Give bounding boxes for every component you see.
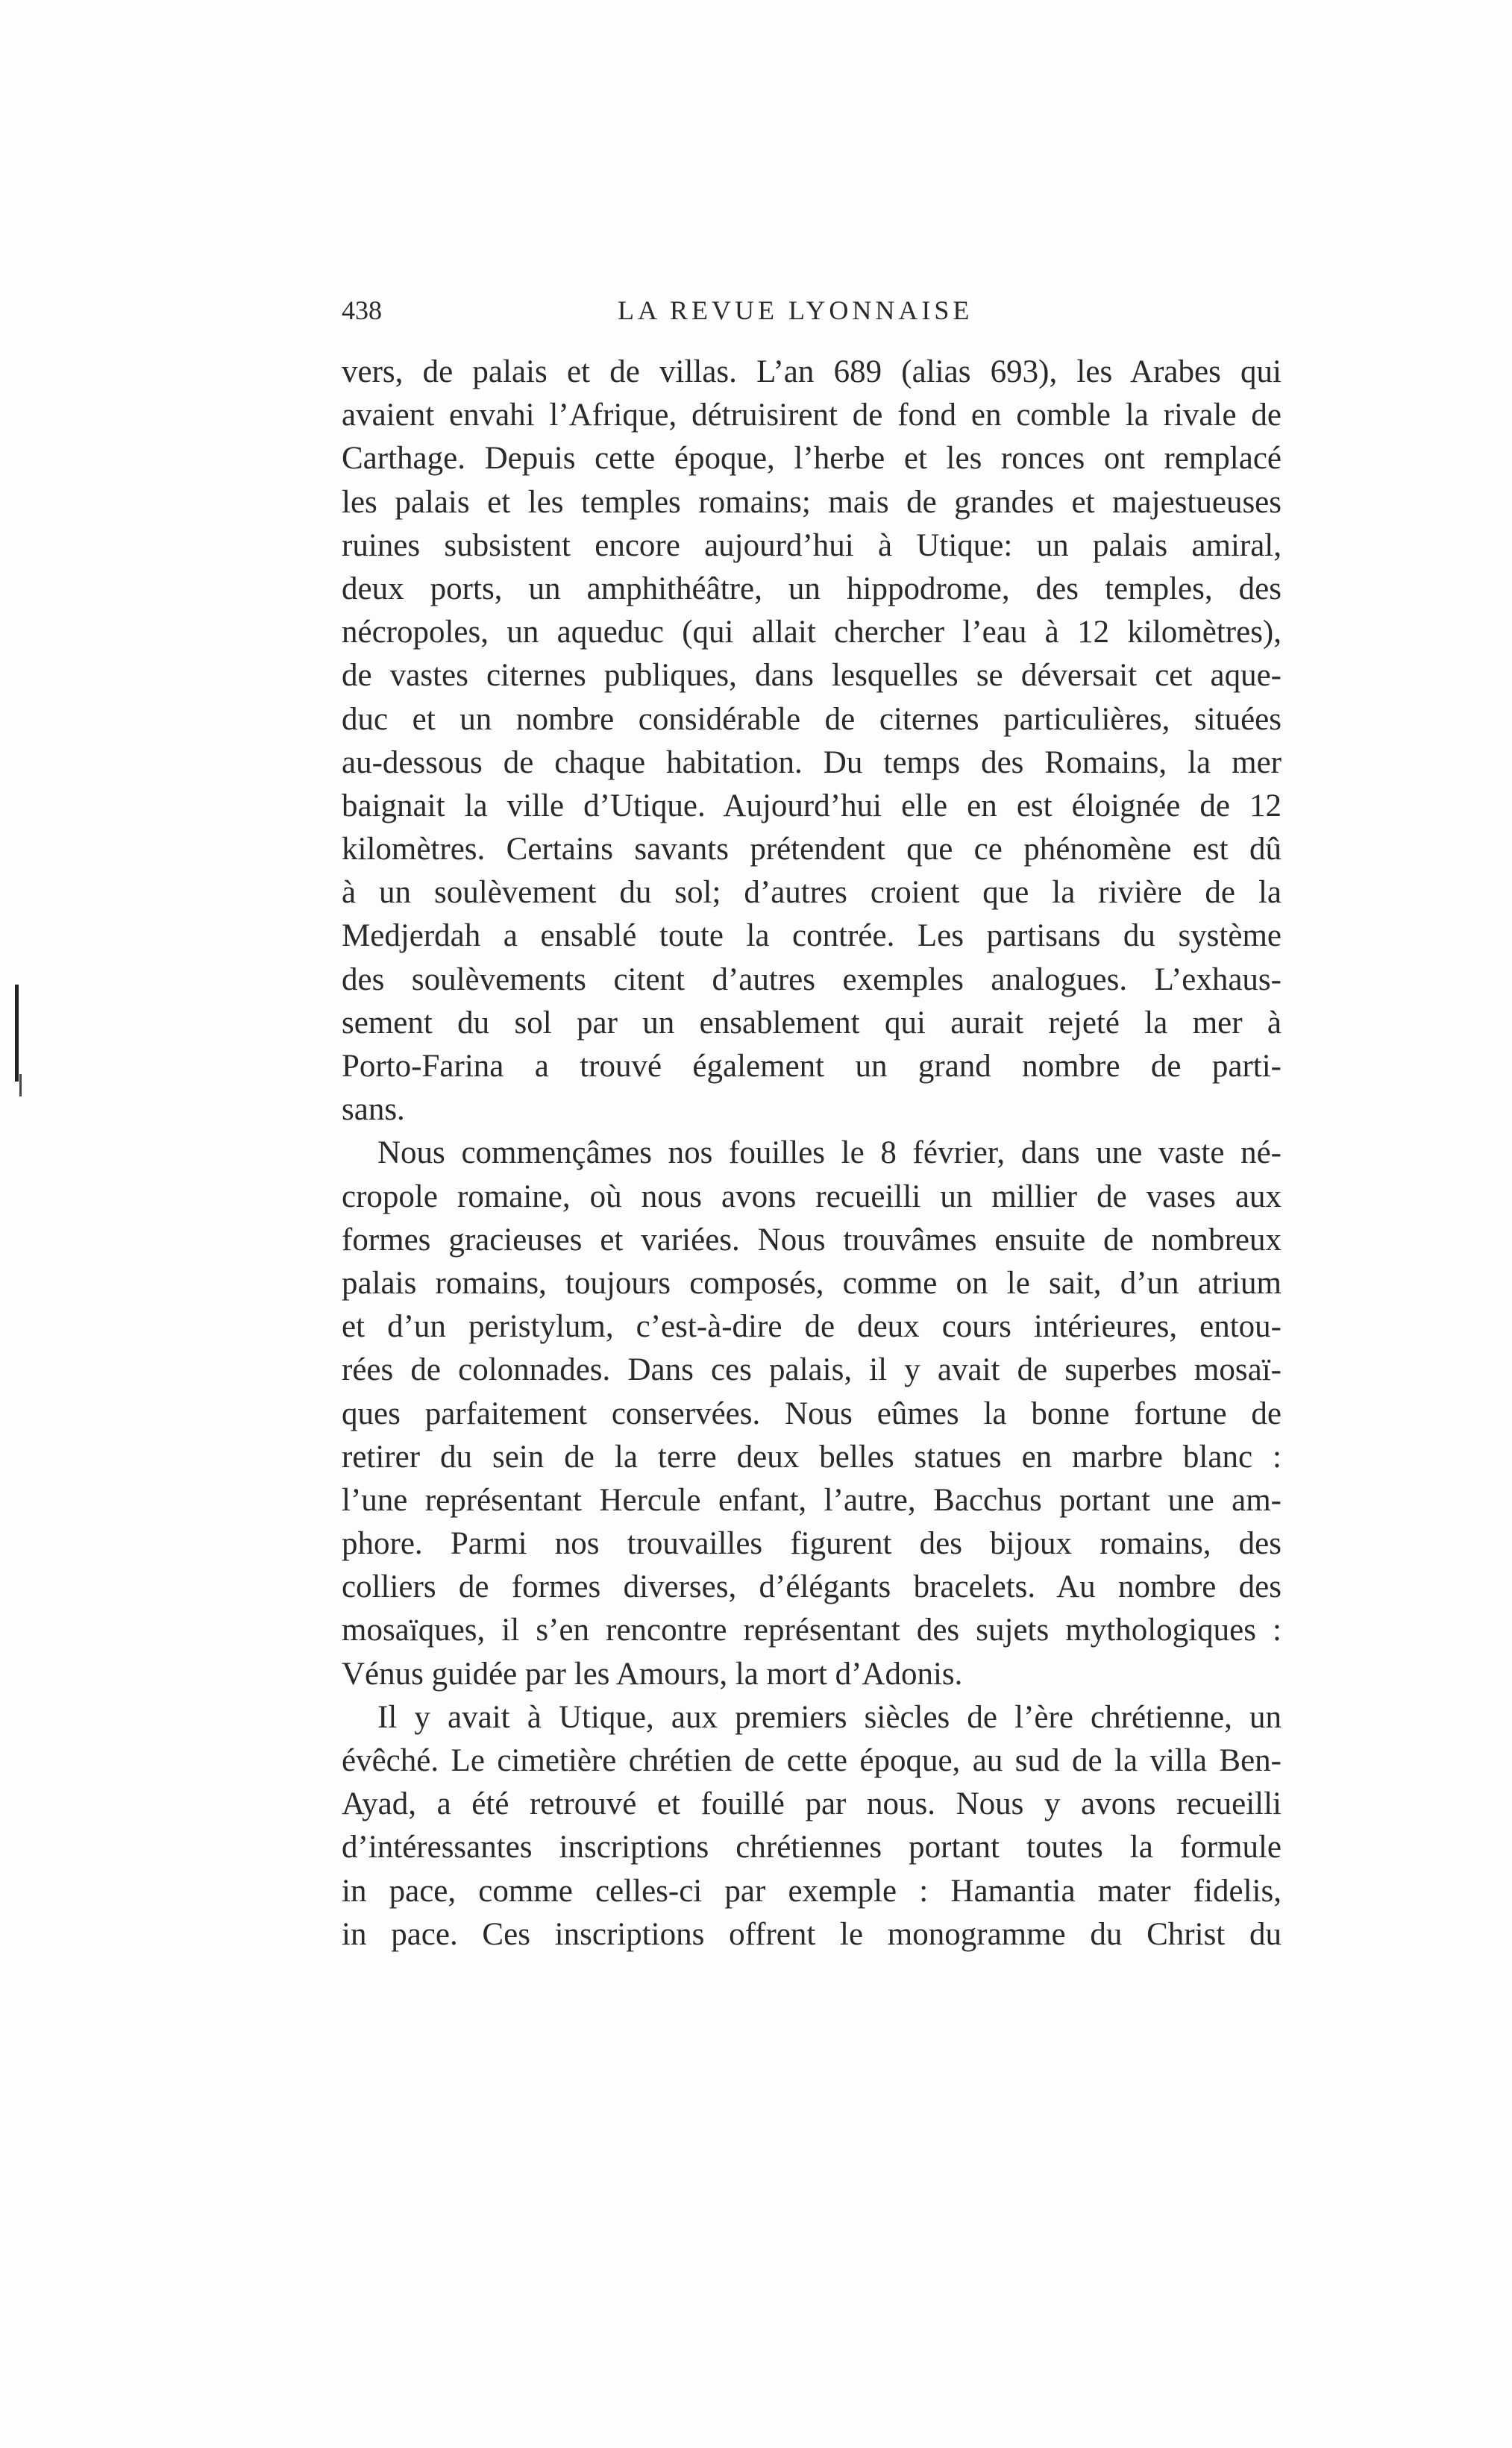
- text-line: Medjerdah a ensablé toute la contrée. Les partisans du système: [342, 918, 1282, 954]
- text-line: ruines subsistent encore aujourd’hui à Utique: un palais amiral,: [342, 527, 1282, 563]
- text-line: et d’un peristylum, c’est-à-dire de deux cours intérieures, entou-: [342, 1309, 1282, 1345]
- text-line: formes gracieuses et variées. Nous trouvâmes ensuite de nombreux: [342, 1222, 1282, 1258]
- text-line: sement du sol par un ensablement qui aurait rejeté la mer à: [342, 1005, 1282, 1041]
- text-line: palais romains, toujours composés, comme on le sait, d’un atrium: [342, 1265, 1282, 1301]
- text-line: phore. Parmi nos trouvailles figurent des bijoux romains, des: [342, 1526, 1282, 1562]
- text-line: nécropoles, un aqueduc (qui allait chercher l’eau à 12 kilomètres),: [342, 615, 1282, 650]
- text-line: avaient envahi l’Afrique, détruisirent de fond en comble la rivale de: [342, 398, 1282, 433]
- paragraph-start-line: Nous commençâmes nos fouilles le 8 février, dans une vaste né-: [377, 1135, 1282, 1171]
- text-line: in pace, comme celles-ci par exemple : Hamantia mater fidelis,: [342, 1873, 1282, 1909]
- text-line: duc et un nombre considérable de citernes particulières, situées: [342, 701, 1282, 737]
- text-line: à un soulèvement du sol; d’autres croient que la rivière de la: [342, 875, 1282, 911]
- text-line: baignait la ville d’Utique. Aujourd’hui elle en est éloignée de 12: [342, 788, 1282, 823]
- article-body: [342, 351, 1282, 1956]
- text-line: Carthage. Depuis cette époque, l’herbe et les ronces ont remplacé: [342, 441, 1282, 477]
- running-header: [342, 295, 1282, 339]
- text-line: rées de colonnades. Dans ces palais, il y avait de superbes mosaï-: [342, 1352, 1282, 1388]
- margin-ink-mark: [15, 985, 19, 1082]
- text-line: évêché. Le cimetière chrétien de cette époque, au sud de la villa Ben-: [342, 1743, 1282, 1778]
- text-line: retirer du sein de la terre deux belles statues en marbre blanc :: [342, 1439, 1282, 1475]
- text-line: Porto-Farina a trouvé également un grand nombre de parti-: [342, 1049, 1282, 1084]
- margin-ink-mark-secondary: [19, 1074, 22, 1096]
- text-line: deux ports, un amphithéâtre, un hippodrome, des temples, des: [342, 571, 1282, 606]
- page-number: 438: [342, 295, 382, 325]
- text-line: Ayad, a été retrouvé et fouillé par nous. Nous y avons recueilli: [342, 1786, 1282, 1822]
- text-line: au-dessous de chaque habitation. Du temps des Romains, la mer: [342, 744, 1282, 780]
- text-line: l’une représentant Hercule enfant, l’autre, Bacchus portant une am-: [342, 1482, 1282, 1518]
- text-line: mosaïques, il s’en rencontre représentant des sujets mythologiques :: [342, 1613, 1282, 1648]
- text-line: cropole romaine, où nous avons recueilli un millier de vases aux: [342, 1179, 1282, 1214]
- text-line: in pace. Ces inscriptions offrent le monogramme du Christ du: [342, 1916, 1282, 1952]
- running-title: LA REVUE LYONNAISE: [618, 295, 973, 325]
- text-line: ques parfaitement conservées. Nous eûmes la bonne fortune de: [342, 1396, 1282, 1431]
- paragraph-start-line: Il y avait à Utique, aux premiers siècles de l’ère chrétienne, un: [377, 1699, 1282, 1735]
- text-line: colliers de formes diverses, d’élégants bracelets. Au nombre des: [342, 1569, 1282, 1605]
- text-line: vers, de palais et de villas. L’an 689 (alias 693), les Arabes qui: [342, 354, 1282, 389]
- text-line: les palais et les temples romains; mais de grandes et majestueuses: [342, 484, 1282, 520]
- text-line: sans.: [342, 1092, 405, 1128]
- text-line: de vastes citernes publiques, dans lesquelles se déversait cet aque-: [342, 658, 1282, 694]
- text-line: Vénus guidée par les Amours, la mort d’Adonis.: [342, 1656, 963, 1692]
- text-line: d’intéressantes inscriptions chrétiennes portant toutes la formule: [342, 1830, 1282, 1865]
- text-line: des soulèvements citent d’autres exemples analogues. L’exhaus-: [342, 961, 1282, 997]
- text-line: kilomètres. Certains savants prétendent que ce phénomène est dû: [342, 832, 1282, 867]
